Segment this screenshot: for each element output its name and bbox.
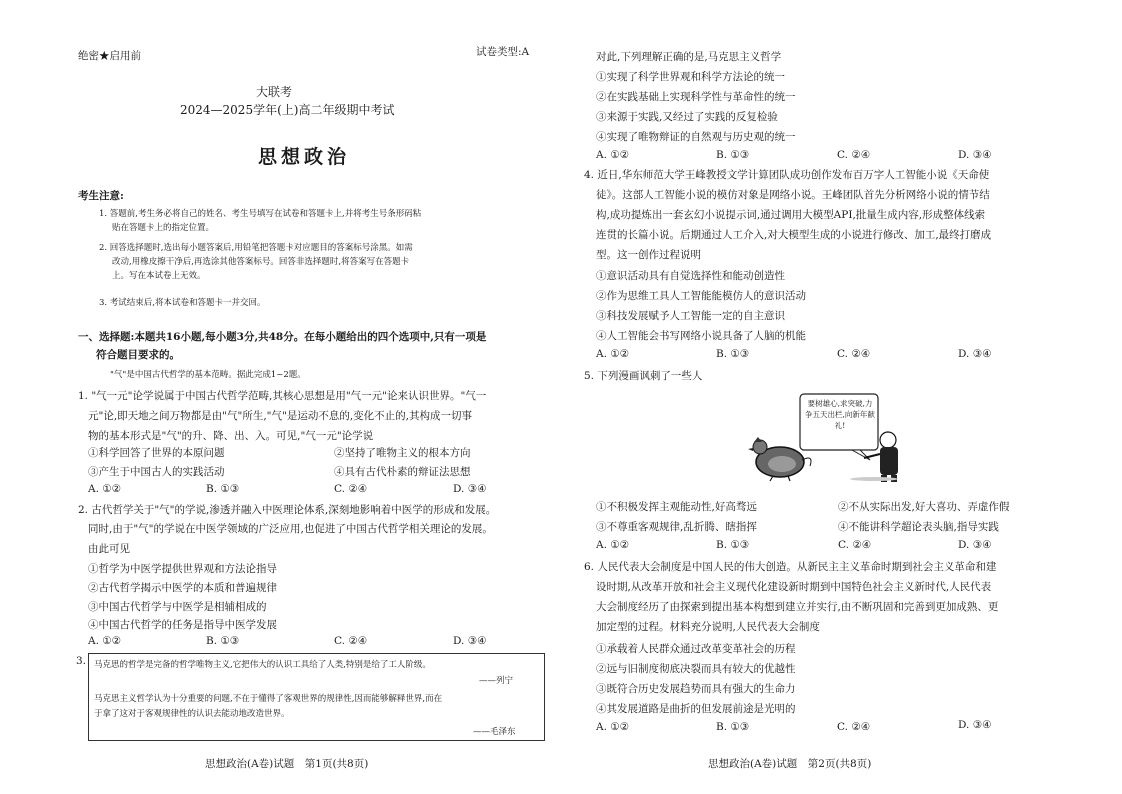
q3-quote-text: 马克思的哲学是完备的哲学唯物主义,它把伟大的认识工具给了人类,特别是给了工人阶级。	[94, 660, 431, 670]
q1-choice: B. ①③	[206, 483, 240, 495]
q2-stem: 由此可见	[88, 543, 130, 555]
q6-choice: A. ①②	[596, 721, 630, 733]
q6-option: ②远与旧制度彻底决裂而具有较大的优越性	[596, 663, 796, 675]
q2-option: ③中国古代哲学与中医学是相辅相成的	[88, 601, 267, 613]
q1-option: ③产生于中国古人的实践活动	[88, 466, 225, 478]
q3-stem-tail: 对此,下列理解正确的是,马克思主义哲学	[596, 51, 782, 63]
q4-choice: B. ①③	[716, 348, 750, 360]
q4-stem: 连贯的长篇小说。后期通过人工介入,对大模型生成的小说进行修改、加工,最终打磨成	[596, 229, 992, 241]
exam-org: 大联考	[256, 85, 293, 99]
q6-choice: B. ①③	[716, 721, 750, 733]
q3-option: ③来源于实践,又经过了实践的反复检验	[596, 111, 778, 123]
q3-choice: B. ①③	[716, 149, 750, 161]
q5-cartoon-image	[740, 392, 940, 482]
cartoon-speech-text: 要树雄心,求突破,力争五天出栏,向新年献礼!	[805, 399, 875, 430]
q4-option: ④人工智能会书写网络小说具备了人脑的机能	[596, 330, 806, 342]
q2-stem: 2. 古代哲学关于"气"的学说,渗透并融入中医理论体系,深刻地影响着中医学的形成和发展。	[78, 504, 497, 516]
q3-quote-source: ——毛泽东	[473, 727, 516, 737]
q6-stem: 加定型的过程。材料充分说明,人民代表大会制度	[596, 621, 820, 633]
q4-option: ③科技发展赋予人工智能一定的自主意识	[596, 310, 785, 322]
page-footer: 思想政治(A卷)试题 第2页(共8页)	[708, 758, 872, 770]
q4-stem: 徒》。这部人工智能小说的模仿对象是网络小说。王峰团队首先分析网络小说的情节结	[596, 189, 990, 201]
q2-option: ②古代哲学揭示中医学的本质和普遍规律	[88, 582, 277, 594]
q6-stem: 设时期,从改革开放和社会主义现代化建设新时期到中国特色社会主义新时代,人民代表	[596, 581, 992, 593]
q1-option: ②坚持了唯物主义的根本方向	[334, 447, 471, 459]
notice-line: 2. 回答选择题时,选出每小题答案后,用铅笔把答题卡对应题目的答案标号涂黑。如需	[99, 243, 413, 253]
q5-choice: A. ①②	[596, 539, 630, 551]
q2-choice: A. ①②	[88, 635, 122, 647]
q1-stem: 元"论,即天地之间万物都是由"气"所生,"气"是运动不息的,变化不止的,其构成一切事	[88, 410, 472, 422]
q5-option: ③不尊重客观规律,乱折腾、瞎指挥	[596, 521, 757, 533]
q3-choice: A. ①②	[596, 149, 630, 161]
q3-quote-box	[88, 653, 545, 741]
q5-option: ②不从实际出发,好大喜功、弄虚作假	[838, 501, 1010, 513]
q3-option: ②在实践基础上实现科学性与革命性的统一	[596, 91, 796, 103]
q5-option: ④不能讲科学超论表头脑,指导实践	[838, 521, 999, 533]
q2-option: ①哲学为中医学提供世界观和方法论指导	[88, 563, 277, 575]
q3-choice: D. ③④	[958, 149, 992, 161]
q1-option: ①科学回答了世界的本原问题	[88, 447, 225, 459]
q6-stem: 6. 人民代表大会制度是中国人民的伟大创造。从新民主主义革命时期到社会主义革命和建	[584, 561, 997, 573]
q6-option: ④其发展道路是曲折的但发展前途是光明的	[596, 703, 796, 715]
q5-choice: D. ③④	[958, 539, 992, 551]
q1-choice: C. ②④	[334, 483, 368, 495]
q3-quote-text: 马克思主义哲学认为十分重要的问题,不在于懂得了客观世界的规律性,因而能够解释世界,而在	[94, 694, 443, 704]
q1-stem: 1. "气一元"论学说属于中国古代哲学范畴,其核心思想是用"气一元"论来认识世界。"气一	[78, 390, 487, 402]
q1-choice: A. ①②	[88, 483, 122, 495]
q6-option: ①承载着人民群众通过改革变革社会的历程	[596, 643, 796, 655]
q5-choice: B. ①③	[716, 539, 750, 551]
q2-choice: D. ③④	[453, 635, 487, 647]
notice-line: 改动,用橡皮擦干净后,再选涂其他答案标号。回答非选择题时,将答案写在答题卡	[112, 257, 410, 267]
q4-choice: D. ③④	[958, 348, 992, 360]
q1-option: ④具有古代朴素的辩证法思想	[334, 466, 471, 478]
paper-type: 试卷类型:A	[476, 46, 530, 58]
material-intro: "气"是中国古代哲学的基本范畴。据此完成1~2题。	[110, 370, 306, 380]
q1-stem: 物的基本形式是"气"的升、降、出、入。可见,"气一元"论学说	[88, 430, 374, 442]
q1-choice: D. ③④	[453, 483, 487, 495]
q3-quote-text: 于拿了这对于客观规律性的认识去能动地改造世界。	[94, 709, 290, 719]
section-title: 一、选择题:本题共16小题,每小题3分,共48分。在每小题给出的四个选项中,只有一项是	[78, 331, 487, 343]
notice-title: 考生注意:	[78, 190, 124, 202]
notice-line: 3. 考试结束后,将本试卷和答题卡一并交回。	[99, 298, 266, 308]
q2-option: ④中国古代哲学的任务是指导中医学发展	[88, 619, 277, 631]
q2-stem: 同时,由于"气"的学说在中医学领域的广泛应用,也促进了中国古代哲学相关理论的发展。	[88, 523, 493, 535]
q4-choice: C. ②④	[837, 348, 871, 360]
q3-quote-source: ——列宁	[479, 676, 514, 686]
q4-option: ②作为思维工具人工智能能模仿人的意识活动	[596, 290, 806, 302]
q2-choice: C. ②④	[334, 635, 368, 647]
section-title: 符合题目要求的。	[96, 349, 180, 361]
q4-choice: A. ①②	[596, 348, 630, 360]
q3-number: 3.	[76, 655, 87, 667]
notice-line: 贴在答题卡上的指定位置。	[112, 223, 215, 233]
q5-choice: C. ②④	[838, 539, 872, 551]
q5-option: ①不积极发挥主观能动性,好高骛远	[596, 501, 757, 513]
q6-option: ③既符合历史发展趋势而具有强大的生命力	[596, 683, 796, 695]
q6-choice: D. ③④	[958, 719, 992, 731]
q3-option: ④实现了唯物辩证的自然观与历史观的统一	[596, 131, 796, 143]
q4-option: ①意识活动具有自觉选择性和能动创造性	[596, 270, 785, 282]
q6-choice: C. ②④	[837, 721, 871, 733]
q6-stem: 大会制度经历了由探索到提出基本构想到建立并实行,由不断巩固和完善到更加成熟、更	[596, 601, 999, 613]
notice-line: 1. 答题前,考生务必将自己的姓名、考生号填写在试卷和答题卡上,并将考生号条形码粘	[99, 209, 422, 219]
q2-choice: B. ①③	[206, 635, 240, 647]
q4-stem: 型。这一创作过程说明	[596, 249, 701, 261]
page-footer: 思想政治(A卷)试题 第1页(共8页)	[205, 758, 369, 770]
exam-name: 2024—2025学年(上)高二年级期中考试	[180, 103, 395, 117]
q3-option: ①实现了科学世界观和科学方法论的统一	[596, 71, 785, 83]
confidential-label: 绝密★启用前	[78, 50, 141, 62]
q5-stem: 5. 下列漫画讽刺了一些人	[584, 370, 703, 382]
q3-choice: C. ②④	[837, 149, 871, 161]
q4-stem: 构,成功提炼出一套玄幻小说提示词,通过调用大模型API,批量生成内容,形成整体线索	[596, 209, 986, 221]
q4-stem: 4. 近日,华东师范大学王峰教授文学计算团队成功创作发布百万字人工智能小说《天命使	[584, 169, 990, 181]
notice-line: 上。写在本试卷上无效。	[112, 271, 206, 281]
subject-title: 思想政治	[258, 146, 351, 168]
